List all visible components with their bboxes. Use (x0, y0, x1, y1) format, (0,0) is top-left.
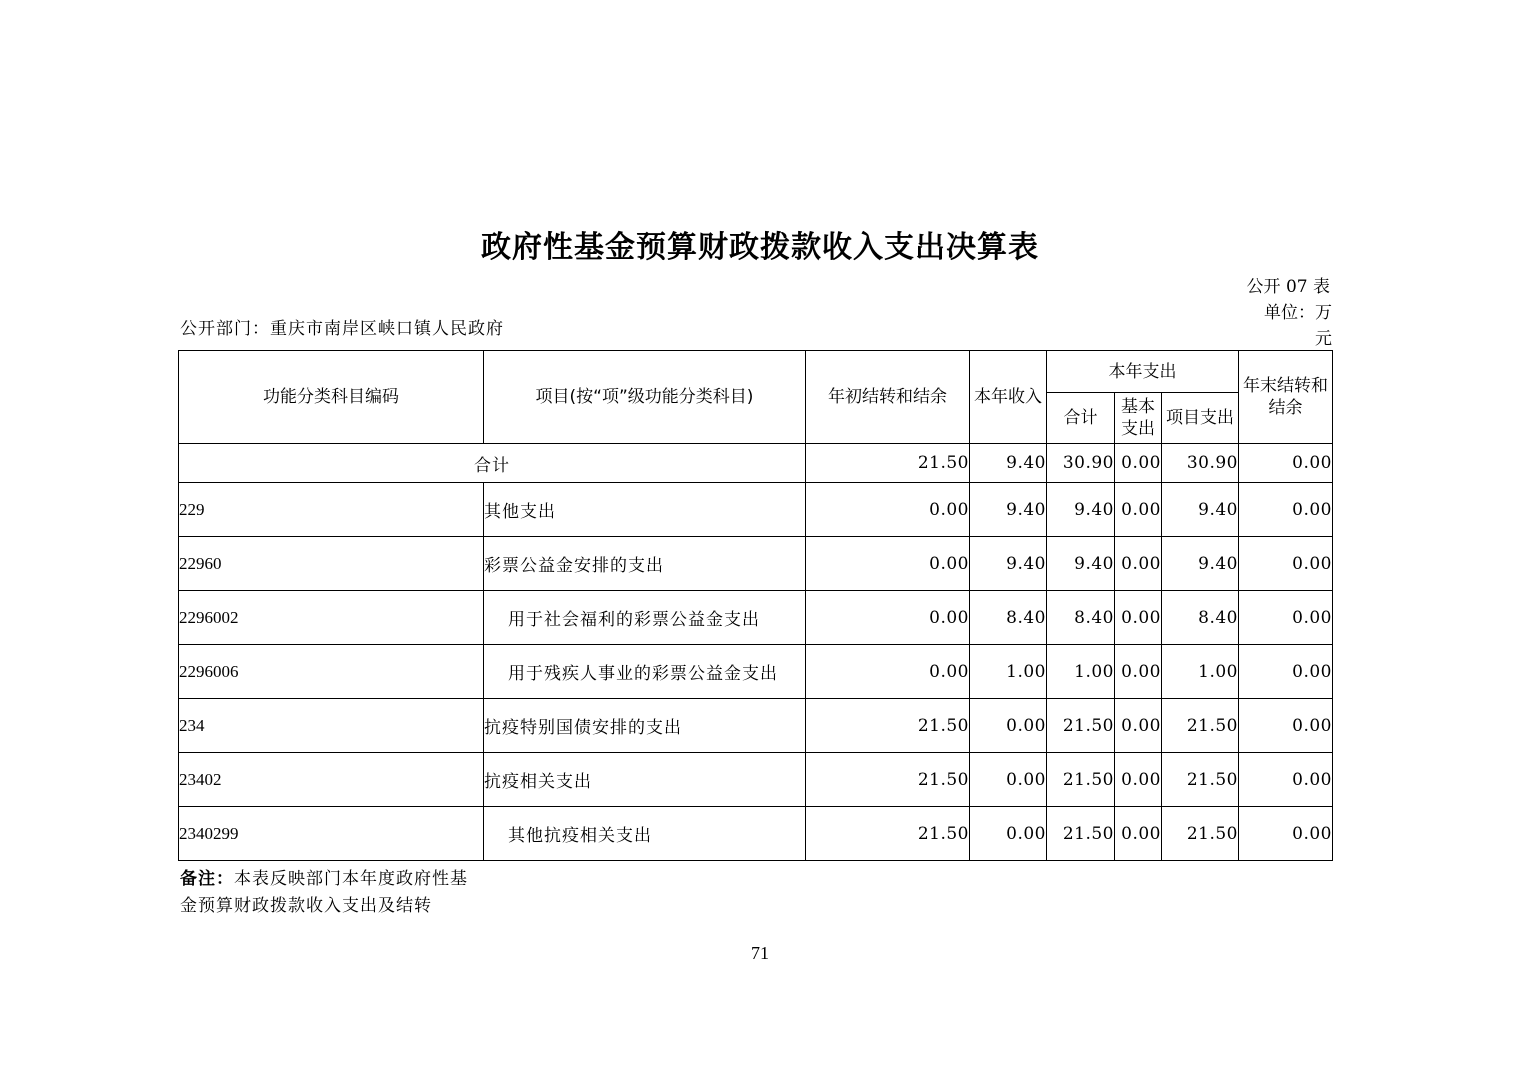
row-code: 2340299 (179, 807, 484, 861)
row-exp-total: 9.40 (1047, 537, 1115, 591)
row-exp-basic: 0.00 (1115, 753, 1162, 807)
row-begin: 0.00 (806, 591, 970, 645)
row-name: 用于残疾人事业的彩票公益金支出 (484, 645, 806, 699)
row-exp-basic: 0.00 (1115, 645, 1162, 699)
row-end: 0.00 (1239, 699, 1333, 753)
row-exp-project: 21.50 (1162, 753, 1239, 807)
row-income: 9.40 (970, 537, 1047, 591)
total-label: 合计 (179, 444, 806, 483)
row-income: 0.00 (970, 753, 1047, 807)
row-exp-total: 8.40 (1047, 591, 1115, 645)
row-exp-project: 21.50 (1162, 807, 1239, 861)
row-end: 0.00 (1239, 483, 1333, 537)
row-name: 其他抗疫相关支出 (484, 807, 806, 861)
budget-table (178, 350, 1333, 861)
form-code: 公开 07 表 (1246, 277, 1330, 297)
total-exp-project: 30.90 (1162, 444, 1239, 483)
row-code: 2296006 (179, 645, 484, 699)
row-exp-project: 21.50 (1162, 699, 1239, 753)
row-income: 9.40 (970, 483, 1047, 537)
row-end: 0.00 (1239, 537, 1333, 591)
note-text: 本表反映部门本年度政府性基金预算财政拨款收入支出及结转 (180, 869, 468, 916)
row-code: 2296002 (179, 591, 484, 645)
total-end: 0.00 (1239, 444, 1333, 483)
header-item: 项目(按“项”级功能分类科目) (484, 351, 806, 444)
header-income: 本年收入 (970, 351, 1047, 444)
header-expense-project: 项目支出 (1162, 393, 1239, 444)
total-exp-basic: 0.00 (1115, 444, 1162, 483)
header-expense-group: 本年支出 (1047, 351, 1239, 393)
table-row (179, 483, 1333, 537)
row-name: 抗疫相关支出 (484, 753, 806, 807)
page-number: 71 (751, 943, 769, 963)
total-row (179, 444, 1333, 483)
row-name: 彩票公益金安排的支出 (484, 537, 806, 591)
row-end: 0.00 (1239, 645, 1333, 699)
row-exp-project: 8.40 (1162, 591, 1239, 645)
row-exp-basic: 0.00 (1115, 807, 1162, 861)
row-exp-project: 9.40 (1162, 537, 1239, 591)
table-row (179, 753, 1333, 807)
row-code: 23402 (179, 753, 484, 807)
table-row (179, 645, 1333, 699)
department-label: 公开部门：重庆市南岸区峡口镇人民政府 (180, 319, 504, 339)
row-begin: 21.50 (806, 699, 970, 753)
row-name: 抗疫特别国债安排的支出 (484, 699, 806, 753)
row-exp-project: 9.40 (1162, 483, 1239, 537)
row-name: 用于社会福利的彩票公益金支出 (484, 591, 806, 645)
table-row (179, 807, 1333, 861)
row-income: 0.00 (970, 699, 1047, 753)
total-begin: 21.50 (806, 444, 970, 483)
header-expense-basic: 基本支出 (1115, 393, 1162, 444)
table-row (179, 591, 1333, 645)
row-end: 0.00 (1239, 807, 1333, 861)
header-end-balance: 年末结转和结余 (1239, 351, 1333, 444)
row-exp-total: 21.50 (1047, 753, 1115, 807)
row-code: 229 (179, 483, 484, 537)
table-row (179, 537, 1333, 591)
total-income: 9.40 (970, 444, 1047, 483)
header-expense-total: 合计 (1047, 393, 1115, 444)
row-exp-total: 21.50 (1047, 699, 1115, 753)
header-begin-balance: 年初结转和结余 (806, 351, 970, 444)
row-end: 0.00 (1239, 753, 1333, 807)
row-exp-basic: 0.00 (1115, 537, 1162, 591)
row-exp-total: 9.40 (1047, 483, 1115, 537)
row-exp-total: 1.00 (1047, 645, 1115, 699)
row-exp-total: 21.50 (1047, 807, 1115, 861)
page-title: 政府性基金预算财政拨款收入支出决算表 (481, 230, 1039, 265)
row-begin: 21.50 (806, 807, 970, 861)
total-exp-total: 30.90 (1047, 444, 1115, 483)
row-code: 234 (179, 699, 484, 753)
row-begin: 0.00 (806, 537, 970, 591)
header-code: 功能分类科目编码 (179, 351, 484, 444)
row-code: 22960 (179, 537, 484, 591)
row-end: 0.00 (1239, 591, 1333, 645)
row-exp-project: 1.00 (1162, 645, 1239, 699)
row-income: 0.00 (970, 807, 1047, 861)
row-exp-basic: 0.00 (1115, 483, 1162, 537)
row-income: 1.00 (970, 645, 1047, 699)
row-begin: 21.50 (806, 753, 970, 807)
row-exp-basic: 0.00 (1115, 699, 1162, 753)
unit-label: 单位：万元 (1264, 303, 1332, 349)
footnote (180, 866, 480, 920)
table-row (179, 699, 1333, 753)
row-income: 8.40 (970, 591, 1047, 645)
note-label: 备注： (180, 869, 234, 889)
row-exp-basic: 0.00 (1115, 591, 1162, 645)
row-begin: 0.00 (806, 483, 970, 537)
row-name: 其他支出 (484, 483, 806, 537)
row-begin: 0.00 (806, 645, 970, 699)
